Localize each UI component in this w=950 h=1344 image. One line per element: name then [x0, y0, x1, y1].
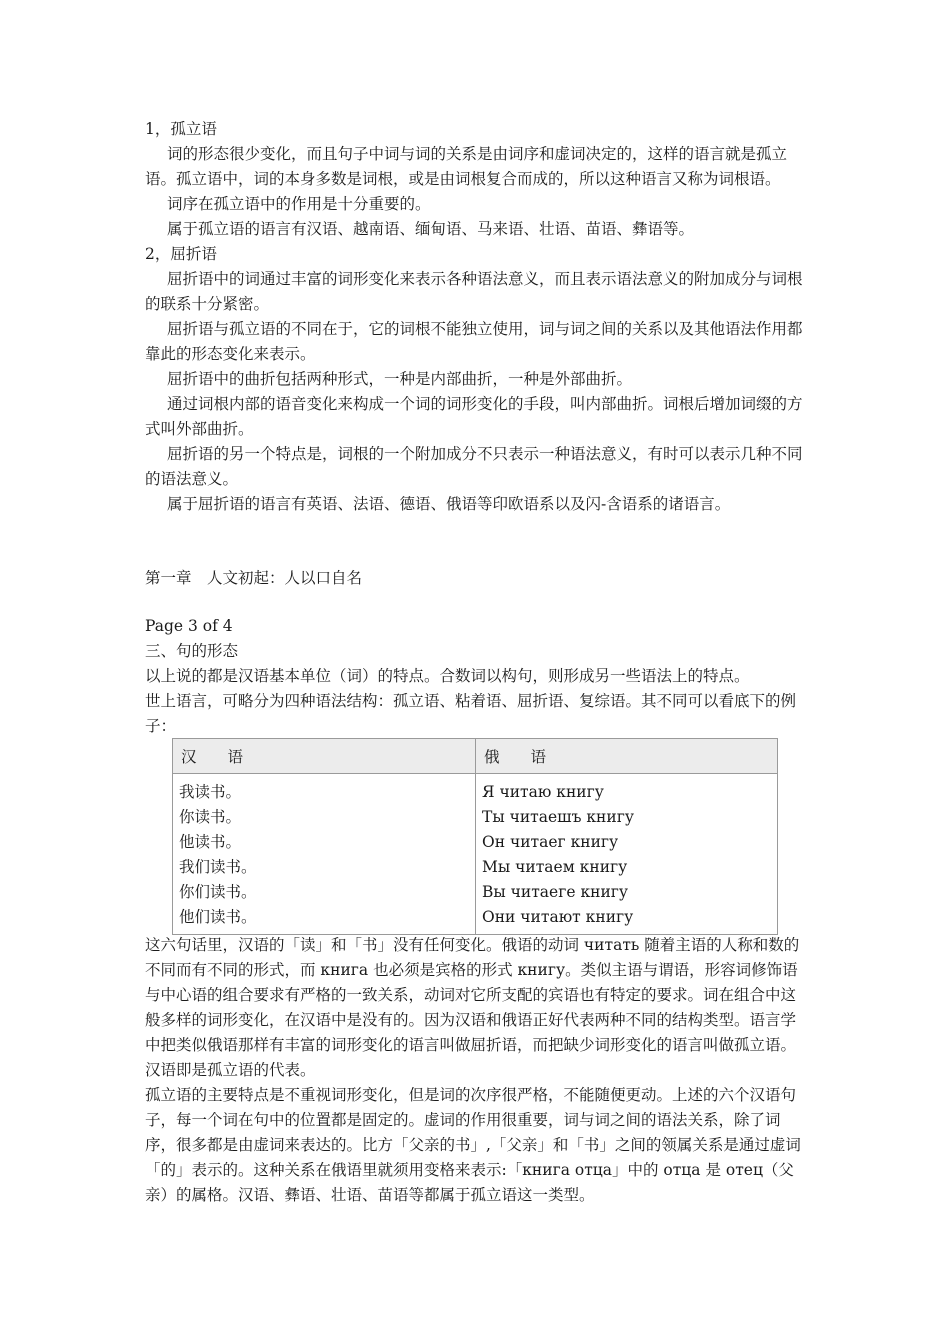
russian-sentence: Я читаю книгу [482, 783, 604, 801]
russian-sentence: Ты читаешъ книгу [482, 808, 634, 826]
paragraph: 属于孤立语的语言有汉语、越南语、缅甸语、马来语、壮语、苗语、彝语等。 [167, 220, 695, 238]
paragraph: 通过词根内部的语音变化来构成一个词的词形变化的手段，叫内部曲折。词根后增加词缀的方式叫外部曲折。 [145, 395, 803, 438]
chinese-sentence: 你们读书。 [179, 883, 257, 901]
paragraph: 这六句话里，汉语的「读」和「书」没有任何变化。俄语的动词 читать 随着主语的人称和数的不同而有不同的形式，而 книга 也必须是宾格的形式 книгу。类似主语与谓语，形容词修饰语与中心语的组合要求有严格的一致关系，动词对它所支配的宾语也有特定的要求。词在组合中这般多样的词形变化，在汉语中是没有的。因为汉语和俄语正好代表两种不同的结构类型。语言学中把类似俄语那样有丰富的词形变化的语言叫做屈折语，而把缺少词形变化的语言叫做孤立语。汉语即是孤立语的代表。 [145, 936, 800, 1079]
section-heading: 2，屈折语 [145, 245, 217, 263]
russian-sentence: Мы читаем книгу [482, 858, 628, 876]
paragraph: 以上说的都是汉语基本单位（词）的特点。合数词以构句，则形成另一些语法上的特点。 [145, 667, 750, 685]
section-explanation [145, 933, 807, 1208]
russian-sentence: Они читают книгу [482, 908, 634, 926]
russian-sentence: Вы читаеге книгу [482, 883, 629, 901]
paragraph: 词的形态很少变化，而且句子中词与词的关系是由词序和虚词决定的，这样的语言就是孤立语。孤立语中，词的本身多数是词根，或是由词根复合而成的，所以这种语言又称为词根语。 [145, 145, 788, 188]
paragraph: 屈折语与孤立语的不同在于，它的词根不能独立使用，词与词之间的关系以及其他语法作用都靠此的形态变化来表示。 [145, 320, 803, 363]
chinese-sentence: 我们读书。 [179, 858, 257, 876]
paragraph: 孤立语的主要特点是不重视词形变化，但是词的次序很严格，不能随便更动。上述的六个汉语句子，每一个词在句中的位置都是固定的。虚词的作用很重要，词与词之间的语法关系，除了词序，很多都是由虚词来表达的。比方「父亲的书」,「父亲」和「书」之间的领属关系是通过虚词「的」表示的。这种关系在俄语里就须用变格来表示:「книга отца」中的 отца 是 отец（父亲）的属格。汉语、彝语、壮语、苗语等都属于孤立语这一类型。 [145, 1086, 801, 1204]
paragraph: 屈折语中的词通过丰富的词形变化来表示各种语法意义，而且表示语法意义的附加成分与词根的联系十分紧密。 [145, 270, 803, 313]
paragraph: 属于屈折语的语言有英语、法语、德语、俄语等印欧语系以及闪-含语系的诸语言。 [167, 495, 731, 513]
page-number: Page 3 of 4 [145, 617, 233, 635]
section-isolating-languages [145, 117, 807, 517]
comparison-table [172, 738, 778, 935]
section-heading: 三、句的形态 [145, 642, 239, 660]
paragraph: 屈折语中的曲折包括两种形式，一种是内部曲折，一种是外部曲折。 [167, 370, 633, 388]
russian-sentence: Он читаег книгу [482, 833, 619, 851]
chinese-sentence: 他读书。 [179, 833, 242, 851]
paragraph: 世上语言，可略分为四种语法结构：孤立语、粘着语、屈折语、复综语。其不同可以看底下的例子： [145, 692, 797, 735]
column-header-chinese: 汉 语 [173, 739, 476, 774]
chinese-examples-cell [173, 774, 476, 935]
chinese-sentence: 你读书。 [179, 808, 242, 826]
chapter-title: 第一章 人文初起：人以口自名 [145, 569, 363, 587]
section-heading: 1，孤立语 [145, 120, 217, 138]
russian-examples-cell [476, 774, 778, 935]
paragraph: 屈折语的另一个特点是，词根的一个附加成分不只表示一种语法意义，有时可以表示几种不同的语法意义。 [145, 445, 803, 488]
chinese-sentence: 他们读书。 [179, 908, 257, 926]
table-row [173, 774, 778, 935]
section-sentence-forms [145, 639, 807, 739]
paragraph: 词序在孤立语中的作用是十分重要的。 [167, 195, 431, 213]
chinese-sentence: 我读书。 [179, 783, 242, 801]
column-header-russian: 俄 语 [476, 739, 778, 774]
table-header-row [173, 739, 778, 774]
